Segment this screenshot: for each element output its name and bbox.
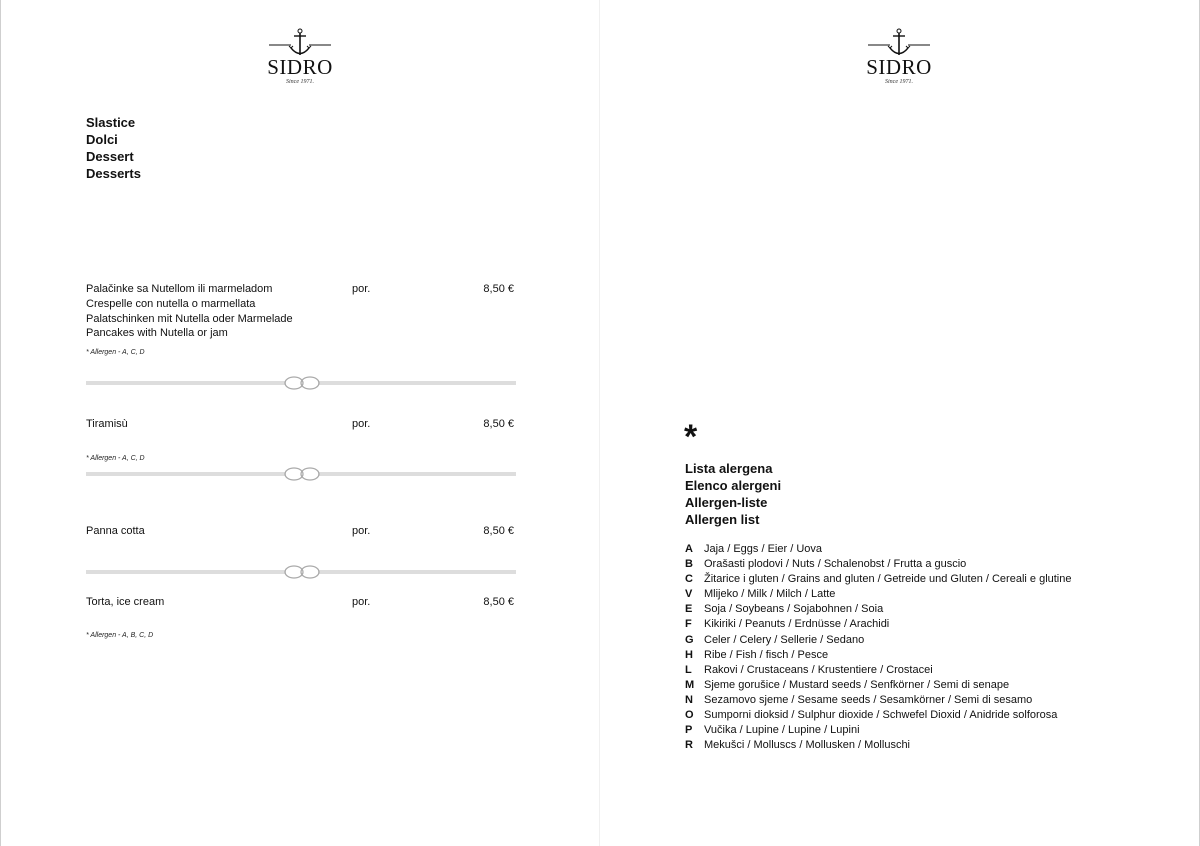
brand-name: SIDRO (267, 55, 333, 79)
allergen-row (685, 663, 1072, 678)
item-price: 8,50 € (483, 525, 514, 537)
allergen-row (685, 572, 1072, 587)
allergen-row (685, 542, 1072, 557)
allergen-code: O (685, 709, 694, 722)
dessert-section-titles (86, 114, 141, 182)
allergen-note: * Allergen - A, C, D (86, 455, 145, 462)
allergen-code: L (685, 663, 692, 676)
item-unit: por. (352, 525, 371, 537)
allergen-code: E (685, 603, 693, 616)
rope-knot-divider (86, 466, 516, 482)
allergen-row (685, 602, 1072, 617)
item-name: Panna cotta (86, 525, 145, 537)
allergen-text: Žitarice i gluten / Grains and gluten / Getreide und Gluten / Cereali e glutine (704, 573, 1072, 586)
anchor-icon (864, 28, 934, 58)
menu-item (86, 417, 516, 432)
allergen-row (685, 723, 1072, 738)
allergen-note: * Allergen - A, B, C, D (86, 632, 154, 639)
brand-since: Since 1971. (286, 79, 314, 85)
allergen-title: Allergen list (685, 512, 760, 527)
allergen-code: M (685, 678, 695, 691)
allergen-text: Vučika / Lupine / Lupine / Lupini (704, 724, 860, 737)
allergen-text: Sumporni dioksid / Sulphur dioxide / Schwefel Dioxid / Anidride solforosa (704, 709, 1058, 722)
allergen-row (685, 693, 1072, 708)
allergen-code: C (685, 573, 693, 586)
allergen-text: Mlijeko / Milk / Milch / Latte (704, 588, 836, 601)
menu-item (86, 595, 516, 610)
allergen-text: Rakovi / Crustaceans / Krustentiere / Crostacei (704, 663, 933, 676)
allergen-text: Celer / Celery / Sellerie / Sedano (704, 633, 865, 646)
allergen-text: Sjeme gorušice / Mustard seeds / Senfkörner / Semi di senape (704, 678, 1010, 691)
allergen-code: R (685, 739, 693, 752)
allergen-text: Ribe / Fish / fisch / Pesce (704, 648, 829, 661)
allergen-row (685, 708, 1072, 723)
section-title: Slastice (86, 115, 136, 130)
sidro-logo-left (260, 28, 340, 85)
item-name: Torta, ice cream (86, 596, 165, 608)
allergen-code: P (685, 724, 693, 737)
item-unit: por. (352, 418, 371, 430)
allergen-text: Kikiriki / Peanuts / Erdnüsse / Arachidi (704, 618, 890, 631)
menu-item (86, 524, 516, 539)
menu-item (86, 282, 516, 341)
allergen-list (685, 542, 1072, 753)
item-name: Palačinke sa Nutellom ili marmeladom (86, 283, 273, 295)
allergen-row (685, 738, 1072, 753)
item-name: Pancakes with Nutella or jam (86, 327, 228, 340)
allergen-code: V (685, 588, 693, 601)
allergen-code: F (685, 618, 692, 631)
item-price: 8,50 € (483, 596, 514, 608)
brand-name: SIDRO (866, 55, 932, 79)
allergen-row (685, 617, 1072, 632)
allergen-row (685, 557, 1072, 572)
sidro-logo-right (859, 28, 939, 85)
rope-knot-divider (86, 564, 516, 580)
allergen-title: Allergen-liste (685, 495, 768, 510)
allergen-title: Lista alergena (685, 461, 773, 476)
page-spine (599, 0, 600, 846)
allergen-note: * Allergen - A, C, D (86, 349, 145, 356)
item-unit: por. (352, 596, 371, 608)
section-title: Desserts (86, 166, 141, 181)
allergen-code: N (685, 693, 693, 706)
allergen-code: B (685, 558, 693, 571)
item-unit: por. (352, 283, 371, 295)
allergen-row (685, 678, 1072, 693)
allergen-text: Sezamovo sjeme / Sesame seeds / Sesamkörner / Semi di sesamo (704, 693, 1033, 706)
allergen-text: Soja / Soybeans / Sojabohnen / Soia (704, 603, 884, 616)
allergen-text: Mekušci / Molluscs / Mollusken / Molluschi (704, 739, 911, 752)
allergen-code: G (685, 633, 694, 646)
allergen-code: A (685, 543, 693, 555)
allergen-text: Jaja / Eggs / Eier / Uova (704, 543, 822, 555)
allergen-code: H (685, 648, 693, 661)
item-price: 8,50 € (483, 283, 514, 295)
item-price: 8,50 € (483, 418, 514, 430)
allergen-list-titles (685, 460, 781, 528)
allergen-text: Orašasti plodovi / Nuts / Schalenobst / Frutta a guscio (704, 558, 967, 571)
allergen-row (685, 587, 1072, 602)
anchor-icon (265, 28, 335, 58)
rope-knot-divider (86, 375, 516, 391)
allergen-row (685, 648, 1072, 663)
allergen-row (685, 633, 1072, 648)
item-name: Palatschinken mit Nutella oder Marmelade (86, 312, 293, 325)
allergen-title: Elenco alergeni (685, 478, 782, 493)
asterisk-symbol: * (684, 418, 698, 456)
brand-since: Since 1971. (885, 79, 913, 85)
item-name: Crespelle con nutella o marmellata (86, 297, 256, 310)
item-name: Tiramisù (86, 418, 128, 430)
section-title: Dolci (86, 132, 118, 147)
section-title: Dessert (86, 149, 134, 164)
